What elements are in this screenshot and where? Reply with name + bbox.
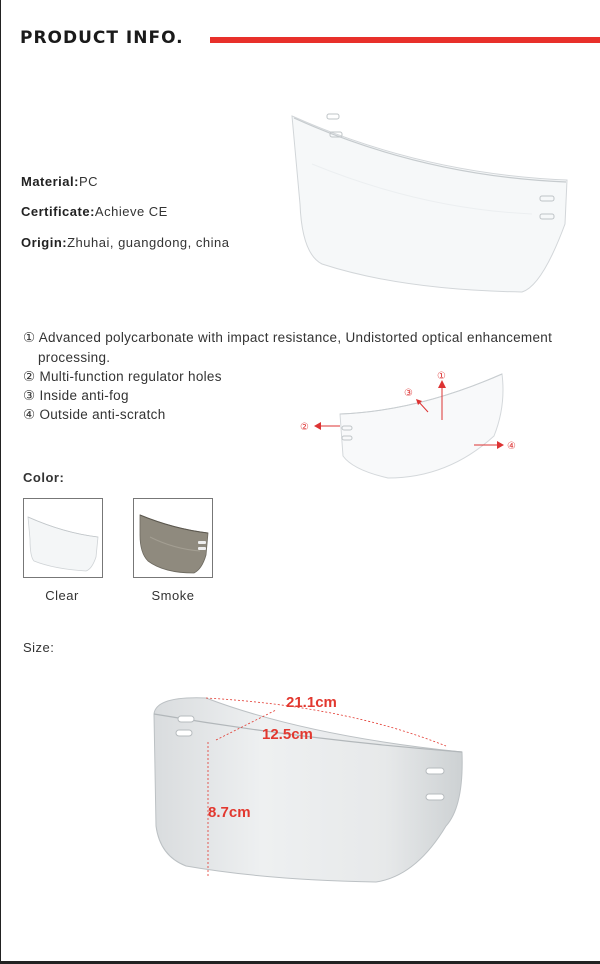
color-option-clear[interactable] <box>23 498 103 578</box>
spec-material <box>21 174 98 189</box>
color-clear-label: Clear <box>45 588 79 603</box>
callout-4: ④ <box>507 441 516 452</box>
spec-certificate <box>21 204 168 219</box>
spec-origin-value: Zhuhai, guangdong, china <box>67 235 230 250</box>
color-option-smoke[interactable] <box>133 498 213 578</box>
visor-size-diagram <box>146 686 470 886</box>
color-section-label: Color: <box>23 470 65 485</box>
feature-2: ② Multi-function regulator holes <box>23 369 222 384</box>
feature-4: ④ Outside anti-scratch <box>23 407 166 422</box>
spec-material-value: PC <box>78 174 99 189</box>
title-accent-bar <box>210 37 600 43</box>
smoke-visor-thumbnail <box>134 499 212 577</box>
feature-1: ① Advanced polycarbonate with impact resistance, Undistorted optical enhancement <box>23 330 553 345</box>
frame-left-border <box>0 0 1 964</box>
visor-product-image <box>282 104 572 300</box>
page-title: PRODUCT INFO. <box>20 28 184 48</box>
size-section-label: Size: <box>23 640 55 655</box>
dimension-length: 21.1cm <box>286 694 337 711</box>
clear-visor-thumbnail <box>24 499 102 577</box>
callout-3: ③ <box>404 388 413 399</box>
dimension-width: 12.5cm <box>262 726 313 743</box>
feature-1-continued: processing. <box>38 350 111 365</box>
spec-certificate-label: Certificate: <box>21 204 95 219</box>
feature-3: ③ Inside anti-fog <box>23 388 129 403</box>
spec-origin-label: Origin: <box>21 235 68 250</box>
dimension-height: 8.7cm <box>208 804 251 821</box>
callout-2: ② <box>300 422 309 433</box>
color-smoke-label: Smoke <box>151 588 195 603</box>
spec-certificate-value: Achieve CE <box>94 204 168 219</box>
spec-material-label: Material: <box>21 174 79 189</box>
visor-feature-diagram <box>298 366 530 486</box>
callout-1: ① <box>437 371 446 382</box>
spec-origin <box>21 235 229 250</box>
